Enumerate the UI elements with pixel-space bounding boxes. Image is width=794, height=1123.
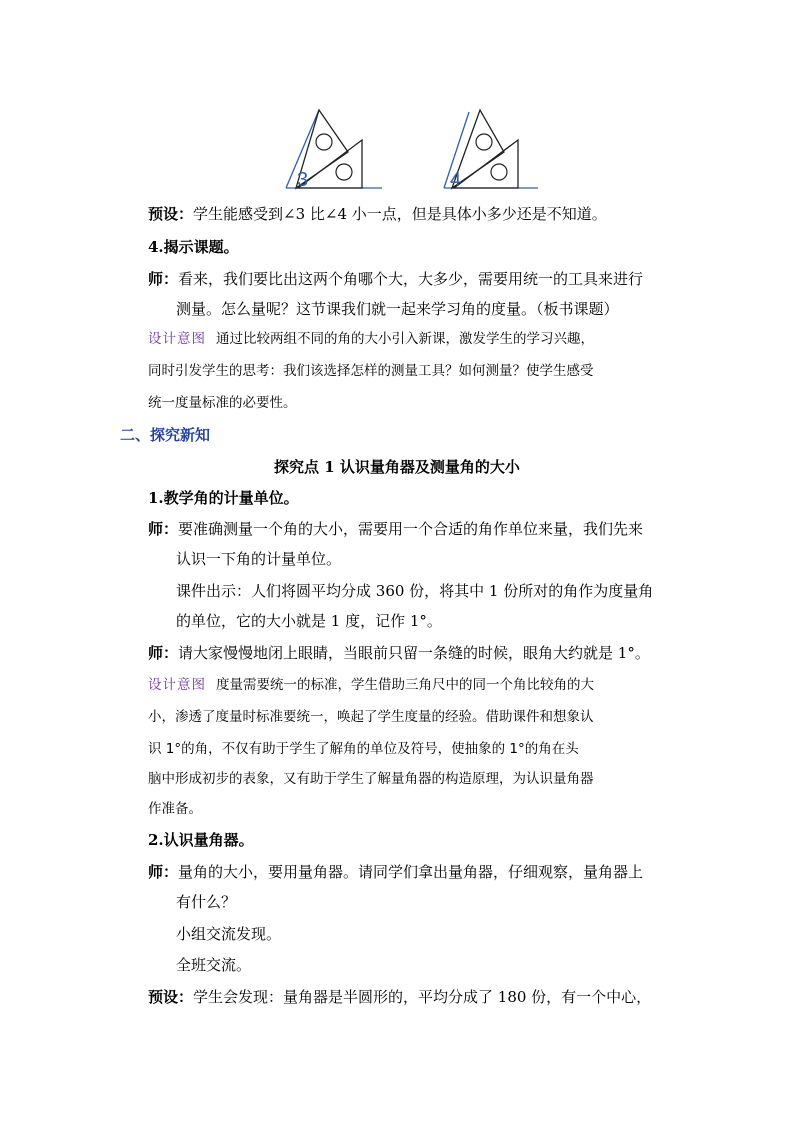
preset-label: 预设： [148,988,194,1006]
group-discussion-line: 小组交流发现。 [176,925,282,943]
design-intent-text: 通过比较两组不同的角的大小引入新课，激发学生的学习兴趣， [216,331,594,347]
design-intent-1-line2: 同时引发学生的思考：我们该选择怎样的测量工具？如何测量？使学生感受 [148,363,594,379]
heading-protractor: 2.认识量角器。 [148,831,254,849]
teacher-line-3 [148,642,650,664]
design-intent-2 [148,674,594,696]
preset-text: 学生能感受到∠3 比∠4 小一点，但是具体小多少还是不知道。 [193,205,607,223]
design-intent-tag: 设计意图 [148,331,206,347]
angle-3-figure [286,110,382,191]
angle-4-label: 4 [450,169,462,191]
courseware-line-cont: 的单位，它的大小就是 1 度，记作 1°。 [176,612,442,630]
teacher-label: 师： [148,644,179,662]
heading-angle-unit: 1.教学角的计量单位。 [148,489,299,507]
teacher-line-4-cont: 有什么？ [176,893,237,911]
design-intent-2-line2: 小，渗透了度量时标准要统一，唤起了学生度量的经验。借助课件和想象认 [148,709,594,725]
design-intent-tag: 设计意图 [148,677,206,693]
teacher-label: 师： [148,270,179,288]
class-discussion-line: 全班交流。 [176,956,252,974]
preset-line-1 [148,203,607,225]
angle-3-label: 3 [297,169,309,191]
design-intent-2-line5: 作准备。 [148,801,202,817]
teacher-text: 量角的大小，要用量角器。请同学们拿出量角器，仔细观察，量角器上 [178,863,644,881]
triangle-rulers-figure [282,104,542,192]
teacher-line-1-cont: 测量。怎么量呢？这节课我们就一起来学习角的度量。（板书课题） [176,300,619,318]
subtitle-explore-point: 探究点 1 认识量角器及测量角的大小 [274,458,520,476]
teacher-line-2-cont: 认识一下角的计量单位。 [176,550,342,568]
design-intent-2-line3: 识 1°的角，不仅有助于学生了解角的单位及符号，使抽象的 1°的角在头 [148,741,579,757]
heading-reveal-topic: 4.揭示课题。 [148,238,239,256]
teacher-text: 看来，我们要比出这两个角哪个大，大多少，需要用统一的工具来进行 [178,270,644,288]
teacher-line-1 [148,268,643,290]
preset-line-2 [148,986,651,1008]
design-intent-2-line4: 脑中形成初步的表象，又有助于学生了解量角器的构造原理，为认识量角器 [148,771,594,787]
teacher-text: 要准确测量一个角的大小，需要用一个合适的角作单位来量，我们先来 [178,520,644,538]
teacher-line-4 [148,861,643,883]
angle-4-figure [444,110,538,191]
design-intent-text: 度量需要统一的标准，学生借助三角尺中的同一个角比较角的大 [216,677,594,693]
preset-label: 预设： [148,205,194,223]
section-heading-explore: 二、探究新知 [120,426,211,444]
teacher-line-2 [148,518,643,540]
preset-text: 学生会发现：量角器是半圆形的，平均分成了 180 份，有一个中心， [193,988,652,1006]
teacher-text: 请大家慢慢地闭上眼睛，当眼前只留一条缝的时候，眼角大约就是 1°。 [178,644,650,662]
design-intent-1 [148,328,594,350]
courseware-line: 课件出示：人们将圆平均分成 360 份，将其中 1 份所对的角作为度量角 [176,582,654,600]
design-intent-1-line3: 统一度量标准的必要性。 [148,395,297,411]
teacher-label: 师： [148,863,179,881]
teacher-label: 师： [148,520,179,538]
